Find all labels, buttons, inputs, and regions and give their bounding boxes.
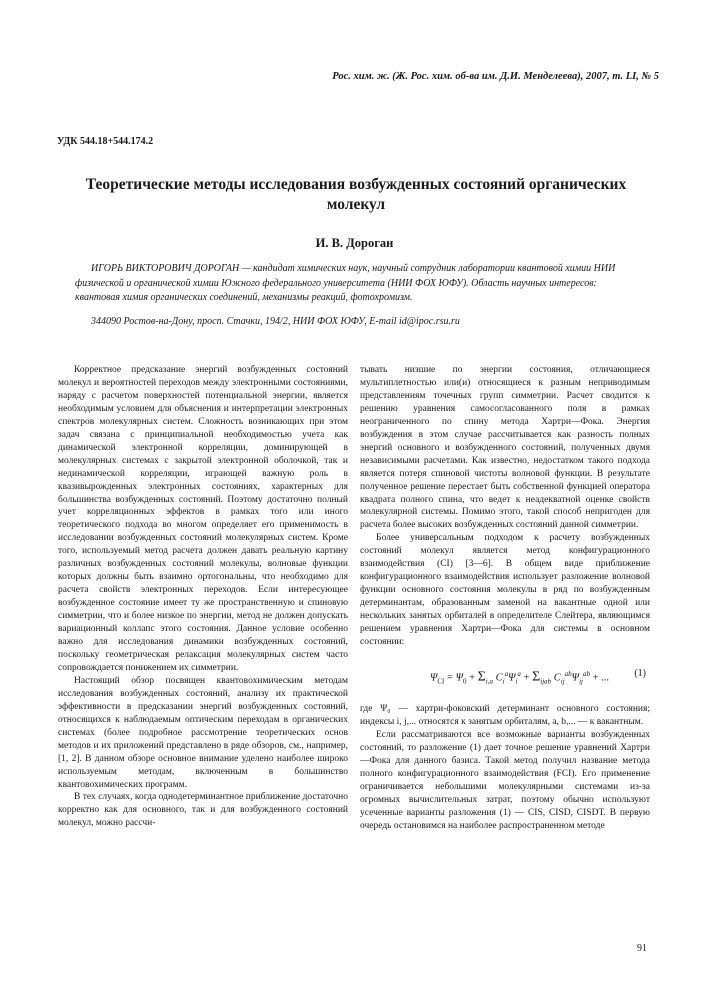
body-paragraph: Настоящий обзор посвящен квантовохимическим методам исследования возбужденных состояний, анализу их практической эффективности в предсказании энергий возбужденных состояний, относящихся к наблюдаемым оптическим переходам в органических системах (более подробное рассмотрение теоретических основ методов и их приложений представлено в ряде обзоров, см., например, [1, 2]. В данном обзоре основное внимание уделено наиболее широко используемым методам, включенным в большинство квантовохимических программ. bbox=[58, 675, 348, 790]
page-number: 91 bbox=[637, 943, 647, 954]
author-address: 344090 Ростов-на-Дону, просп. Стачки, 194/2, НИИ ФОХ ЮФУ, E-mail id@ipoc.rsu.ru bbox=[91, 315, 460, 327]
body-paragraph: где Ψ₀ — хартри-фоковский детерминант основного состояния; индексы i, j,... относятся к занятым орбиталям, a, b,... — к вакантным. bbox=[360, 703, 650, 727]
body-paragraph: Если рассматриваются все возможные варианты возбужденных состояний, то разложение (1) дает точное решение уравнений Хартри—Фока для данного базиса. Такой метод получил название метода полного конфигурационного взаимодействия (FCI). Его применение ограничивается небольшими молекулярными системами из-за огромных вычислительных затрат, поэтому обычно используют усеченные варианты разложения (1) — CIS, CISD, CISDT. В первую очередь остановимся на наиболее распространенном методе bbox=[360, 729, 650, 831]
body-paragraph: Корректное предсказание энергий возбужденных состояний молекул и вероятностей переходов между электронными состояниями, наряду с расчетом поверхностей потенциальной энергии, является необходимым условием для объяснения и интерпретации электронных спектров молекулярных систем. Сложность возникающих при этом задач связана с принципиальной необходимостью учета как динамической электронной корреляции, доминирующей в молекулярных системах с закрытой электронной оболочкой, так и нединамической корреляции, играющей важную роль в квазивырожденных электронных состояниях, характерных для большинства возбужденных состояний. Поэтому достаточно полный учет корреляционных эффектов в рамках того или иного теоретического подхода во многом определяет его применимость в исследовании возбужденных состояний молекулярных систем. Кроме того, используемый метод расчета должен давать реальную картину различных возбужденных состояний молекулы, волновые функции которых должны быть взаимно ортогональны, что необходимо для расчета свойств электронных переходов. Если интересующее возбужденное состояние имеет ту же пространственную и спиновую симметрии, что и более низкое по энергии, метод не должен допускать вариационный коллапс этого состояния. Данное условие особенно важно для исследования динамики возбужденных состояний, поскольку геометрическая релаксация молекулярных систем часто сопровождается понижением их симметрии. bbox=[58, 365, 348, 673]
body-column-left bbox=[58, 364, 348, 830]
article-title: Теоретические методы исследования возбужденных состояний органических молекул bbox=[85, 176, 627, 213]
article-author: И. В. Дороган bbox=[315, 236, 394, 250]
author-bio-block bbox=[75, 262, 637, 329]
running-head: Рос. хим. ж. (Ж. Рос. хим. об-ва им. Д.И. Менделеева), 2007, т. LI, № 5 bbox=[332, 71, 659, 82]
equation-block bbox=[360, 659, 650, 691]
udc-code: УДК 544.18+544.174.2 bbox=[57, 136, 154, 147]
body-column-right bbox=[360, 364, 650, 833]
author-bio: ИГОРЬ ВИКТОРОВИЧ ДОРОГАН — кандидат химических наук, научный сотрудник лаборатории квантовой химии НИИ физической и органической химии Южного федерального университета (НИИ ФОХ ЮФУ). Область научных интересов: квантовая химия органических соединений, механизмы реакций, фотохромизм. bbox=[75, 263, 616, 303]
equation-formula: $\Psi_{CI} = \Psi_0 + \Sigma_{i,a}$ $C_i^a\Psi_i^a + \Sigma_{ijab}$ $C_{ij}^{ab}\Psi_{ij}^{ab}$ + ... bbox=[430, 669, 609, 686]
equation-number: (1) bbox=[634, 667, 646, 679]
body-paragraph: В тех случаях, когда однодетерминантное приближение достаточно корректно как для основного, так и для возбужденного состояний молекул, можно рассчи- bbox=[58, 792, 348, 829]
body-paragraph: Более универсальным подходом к расчету возбужденных состояний молекул является метод конфигурационного взаимодействия (CI) [3—6]. В общем виде приближение конфигурационного взаимодействия использует разложение волновой функции основного состояния молекулы в ряд по возбужденным детерминантам, образованным заменой на вакантные одной или нескольких занятых орбиталей в определителе Слейтера, являющимся решением уравнения Хартри—Фока для системы в основном состоянии: bbox=[360, 533, 650, 648]
body-paragraph: тывать низшие по энергии состояния, отличающиеся мультиплетностью или(и) относящиеся к разным неприводимым представлениям точечных групп симметрии. Расчет сводится к решению уравнения самосогласованного поля в рамках неограниченного по спину метода Хартри—Фока. Энергия возбуждения в этом случае рассчитывается как разность полных энергий основного и возбужденного состояний, полученных двумя независимыми расчетами. Как известно, недостатком такого подхода является потеря спиновой чистоты волновой функции. В результате полученное решение перестает быть собственной функцией оператора квадрата полного спина, что ведет к неадекватной оценке свойств молекулярной системы. Помимо этого, такой способ непригоден для расчета более высоких возбужденных состояний данной симметрии. bbox=[360, 365, 650, 531]
